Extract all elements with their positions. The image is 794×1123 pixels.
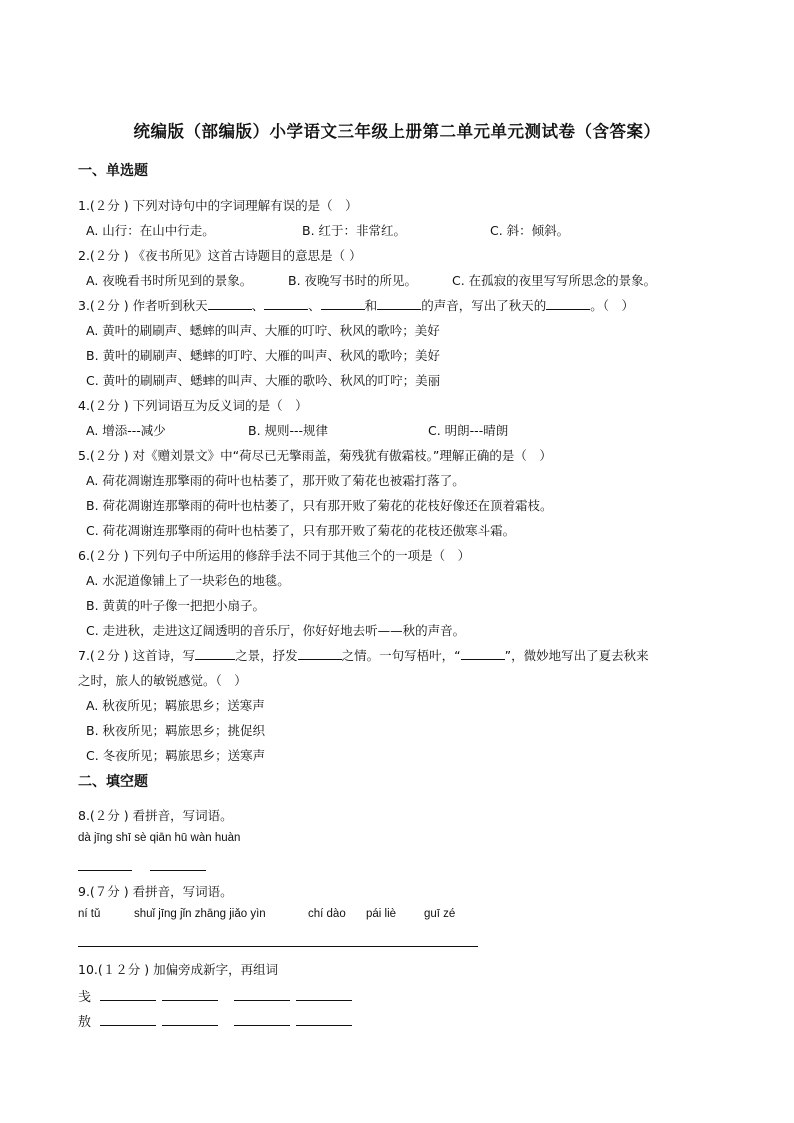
question-6-option-c[interactable]: C. 走进秋，走进这辽阔透明的音乐厅，你好好地去听——秋的声音。: [86, 623, 466, 638]
question-10-stem: 10.(１２分 ) 加偏旁成新字，再组词: [78, 962, 279, 977]
question-1-option-c[interactable]: C. 斜：倾斜。: [490, 223, 570, 238]
question-5-option-a[interactable]: A. 荷花凋谢连那擎雨的荷叶也枯萎了，那开败了菊花也被霜打落了。: [86, 473, 465, 488]
question-7-stem-continued: 之时，旅人的敏锐感觉。（ ）: [78, 673, 247, 688]
question-4-stem: 4.(２分 ) 下列词语互为反义词的是（ ）: [78, 398, 308, 413]
question-3-text-1: 3.(２分 ) 作者听到秋天: [78, 298, 208, 313]
question-6-option-a[interactable]: A. 水泥道像铺上了一块彩色的地毯。: [86, 573, 290, 588]
question-3-stem: [78, 296, 634, 314]
question-7-text-3: 之情。一句写梧叶，“: [341, 648, 461, 663]
answer-line[interactable]: [162, 1025, 218, 1026]
question-1-option-b[interactable]: B. 红于：非常红。: [302, 223, 407, 238]
question-1-stem: 1.(２分 ) 下列对诗句中的字词理解有误的是（ ）: [78, 198, 358, 213]
question-4-option-c[interactable]: C. 明朗---晴朗: [428, 423, 509, 438]
question-9-stem: 9.(７分 ) 看拼音，写词语。: [78, 884, 233, 899]
question-2-option-c[interactable]: C. 在孤寂的夜里写写所思念的景象。: [452, 273, 657, 288]
answer-line[interactable]: [78, 946, 478, 947]
answer-blank[interactable]: [298, 647, 342, 660]
question-5-stem: 5.(２分 ) 对《赠刘景文》中“荷尽已无擎雨盖，菊残犹有傲霜枝。”理解正确的是（ ）: [78, 448, 552, 463]
question-8-pinyin: dà jīng shī sè qiān hū wàn huàn: [78, 832, 241, 844]
question-7-text-1: 7.(２分 ) 这首诗，写: [78, 648, 196, 663]
answer-blank[interactable]: [461, 647, 505, 660]
question-2-option-b[interactable]: B. 夜晚写书时的所见。: [288, 273, 418, 288]
question-3-option-c[interactable]: C. 黄叶的刷刷声、蟋蟀的叫声、大雁的歌吟、秋风的叮咛；美丽: [86, 373, 441, 388]
question-9-pinyin-3: chí dào: [308, 908, 346, 920]
section-heading-single-choice: 一、单选题: [78, 163, 148, 179]
question-10-char-1: 戋: [78, 990, 92, 1005]
question-3-text-3: 、: [308, 298, 321, 313]
question-6-stem: 6.(２分 ) 下列句子中所运用的修辞手法不同于其他三个的一项是（ ）: [78, 548, 471, 563]
answer-blank[interactable]: [208, 297, 252, 310]
question-7-option-b[interactable]: B. 秋夜所见；羁旅思乡；挑促织: [86, 723, 266, 738]
question-4-option-b[interactable]: B. 规则---规律: [248, 423, 329, 438]
question-6-option-b[interactable]: B. 黄黄的叶子像一把把小扇子。: [86, 598, 266, 613]
answer-blank[interactable]: [377, 297, 421, 310]
question-5-option-b[interactable]: B. 荷花凋谢连那擎雨的荷叶也枯萎了，只有那开败了菊花的花枝好像还在顶着霜枝。: [86, 498, 553, 513]
question-3-text-4: 和: [364, 298, 378, 313]
answer-blank[interactable]: [321, 297, 365, 310]
section-heading-fill-blank: 二、填空题: [78, 774, 148, 790]
question-3-text-2: 、: [251, 298, 265, 313]
question-4-option-a[interactable]: A. 增添---减少: [86, 423, 166, 438]
page-title: 统编版（部编版）小学语文三年级上册第二单元单元测试卷（含答案）: [133, 122, 661, 141]
answer-blank[interactable]: [195, 647, 235, 660]
question-9-pinyin-1: ní tǔ: [78, 908, 101, 920]
question-2-stem: 2.(２分 ) 《夜书所见》这首古诗题目的意思是（ ）: [78, 248, 362, 263]
question-8-stem: 8.(２分 ) 看拼音，写词语。: [78, 808, 233, 823]
question-9-pinyin-4: pái liè: [366, 908, 397, 920]
question-7-option-c[interactable]: C. 冬夜所见；羁旅思乡；送寒声: [86, 748, 266, 763]
answer-line[interactable]: [234, 1000, 290, 1001]
answer-line[interactable]: [234, 1025, 290, 1026]
answer-line[interactable]: [100, 1025, 156, 1026]
question-3-option-a[interactable]: A. 黄叶的刷刷声、蟋蟀的叫声、大雁的叮咛、秋风的歌吟；美好: [86, 323, 440, 338]
answer-blank[interactable]: [264, 297, 308, 310]
question-7-option-a[interactable]: A. 秋夜所见；羁旅思乡；送寒声: [86, 698, 265, 713]
question-7-stem: [78, 646, 649, 664]
question-9-pinyin-2: shuǐ jīng jǐn zhāng jiǎo yìn: [134, 908, 266, 920]
answer-line[interactable]: [296, 1000, 352, 1001]
question-2-option-a[interactable]: A. 夜晚看书时所见到的景象。: [86, 273, 253, 288]
question-7-text-4: ”，微妙地写出了夏去秋来: [504, 648, 649, 663]
answer-blank[interactable]: [546, 297, 590, 310]
answer-line[interactable]: [162, 1000, 218, 1001]
question-7-text-2: 之景，抒发: [235, 648, 298, 663]
question-3-text-6: 。（ ）: [590, 298, 634, 313]
answer-line[interactable]: [78, 870, 132, 871]
question-3-option-b[interactable]: B. 黄叶的刷刷声、蟋蟀的叮咛、大雁的叫声、秋风的歌吟；美好: [86, 348, 441, 363]
question-10-char-2: 敖: [78, 1015, 92, 1030]
question-5-option-c[interactable]: C. 荷花凋谢连那擎雨的荷叶也枯萎了，只有那开败了菊花的花枝还傲寒斗霜。: [86, 523, 516, 538]
question-3-text-5: 的声音，写出了秋天的: [421, 298, 547, 313]
question-9-pinyin-5: guī zé: [424, 908, 456, 920]
answer-line[interactable]: [296, 1025, 352, 1026]
question-1-option-a[interactable]: A. 山行：在山中行走。: [86, 223, 215, 238]
answer-line[interactable]: [150, 870, 206, 871]
answer-line[interactable]: [100, 1000, 156, 1001]
